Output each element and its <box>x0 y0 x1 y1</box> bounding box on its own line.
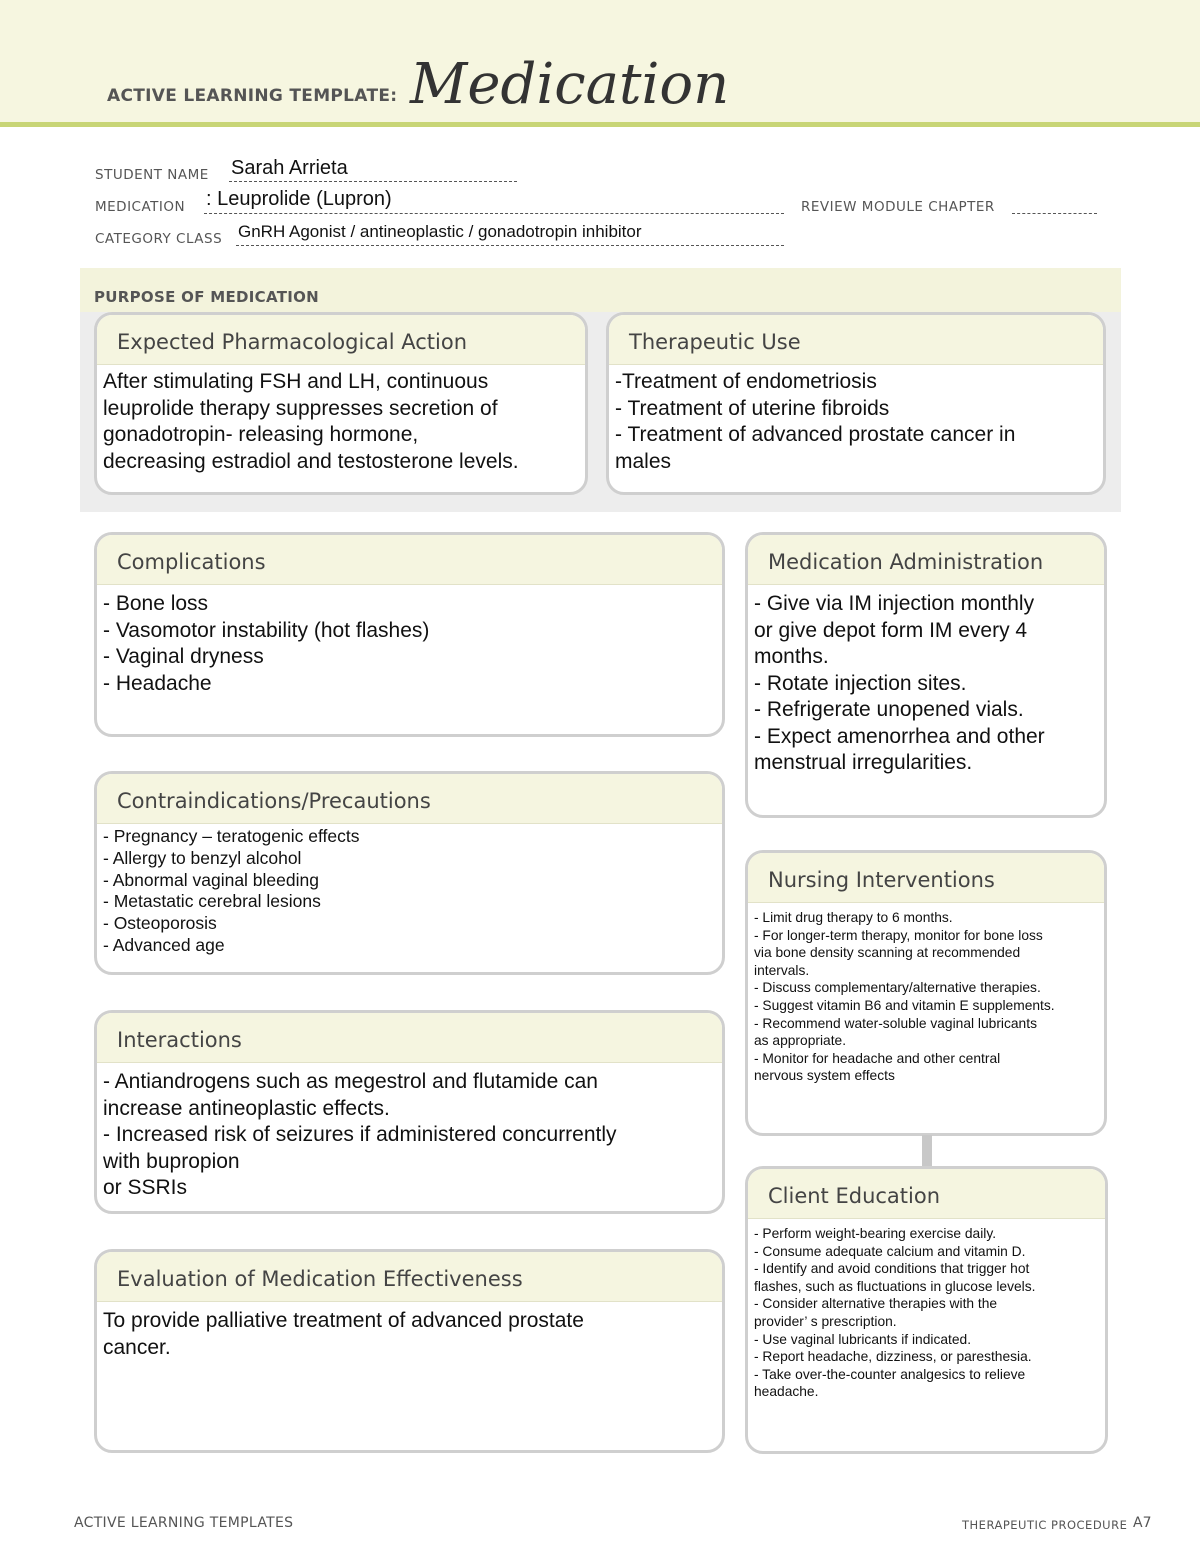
header-rule <box>0 122 1200 127</box>
review-module-label: REVIEW MODULE CHAPTER <box>801 199 995 215</box>
evaluation-text[interactable] <box>97 1302 722 1361</box>
interactions-text[interactable] <box>97 1063 722 1202</box>
nursing-interventions-text[interactable] <box>748 903 1104 1085</box>
review-module-line[interactable] <box>1012 213 1097 214</box>
interactions-title: Interactions <box>97 1013 722 1063</box>
medication-label: MEDICATION <box>95 199 186 215</box>
category-class-line <box>236 245 784 246</box>
text-line: - Abnormal vaginal bleeding <box>103 869 319 890</box>
page-title: Medication <box>410 52 730 117</box>
expected-action-text[interactable] <box>97 365 585 475</box>
text-line: - Treatment of uterine fibroids <box>615 396 890 420</box>
text-line: - Suggest vitamin B6 and vitamin E supplements. <box>754 997 1055 1013</box>
purpose-label: PURPOSE OF MEDICATION <box>94 288 320 306</box>
text-line: headache. <box>754 1384 819 1400</box>
text-line: - Increased risk of seizures if administered concurrently <box>103 1123 617 1146</box>
contraindications-text[interactable] <box>97 824 722 957</box>
therapeutic-use-box <box>606 312 1106 495</box>
text-line: - Bone loss <box>103 592 209 615</box>
administration-title: Medication Administration <box>748 535 1104 585</box>
text-line: menstrual irregularities. <box>754 751 973 774</box>
medication-line <box>204 213 784 214</box>
text-line: - Antiandrogens such as megestrol and flutamide can <box>103 1070 598 1093</box>
text-line: - Report headache, dizziness, or paresthesia. <box>754 1349 1032 1365</box>
text-line: - For longer-term therapy, monitor for bone loss <box>754 927 1043 943</box>
text-line: - Limit drug therapy to 6 months. <box>754 910 953 925</box>
text-line: flashes, such as fluctuations in glucose levels. <box>754 1278 1036 1294</box>
text-line: - Recommend water-soluble vaginal lubricants <box>754 1015 1037 1031</box>
text-line: To provide palliative treatment of advanced prostate <box>103 1309 584 1332</box>
text-line: - Treatment of advanced prostate cancer in <box>615 423 1016 446</box>
interactions-box <box>94 1010 725 1214</box>
text-line: provider’ s prescription. <box>754 1313 897 1329</box>
student-name-line <box>229 181 517 182</box>
text-line: - Vaginal dryness <box>103 645 264 668</box>
text-line: - Headache <box>103 671 212 695</box>
administration-box <box>745 532 1107 818</box>
text-line: - Vasomotor instability (hot flashes) <box>103 618 430 642</box>
medication-value[interactable]: : Leuprolide (Lupron) <box>206 188 392 210</box>
text-line: After stimulating FSH and LH, continuous <box>103 370 489 393</box>
student-name-label: STUDENT NAME <box>95 167 209 183</box>
text-line: increase antineoplastic effects. <box>103 1096 390 1120</box>
text-line: leuprolide therapy suppresses secretion of <box>103 396 498 420</box>
text-line: nervous system effects <box>754 1068 895 1084</box>
evaluation-box <box>94 1249 725 1453</box>
category-class-label: CATEGORY CLASS <box>95 231 223 247</box>
therapeutic-use-title: Therapeutic Use <box>609 315 1103 365</box>
text-line: - Metastatic cerebral lesions <box>103 891 321 912</box>
text-line: - Consume adequate calcium and vitamin D. <box>754 1243 1026 1259</box>
text-line: decreasing estradiol and testosterone levels. <box>103 449 519 473</box>
complications-text[interactable] <box>97 585 722 697</box>
complications-title: Complications <box>97 535 722 585</box>
page-number: A7 <box>1133 1515 1152 1531</box>
template-label: ACTIVE LEARNING TEMPLATE: <box>107 86 398 106</box>
text-line: or SSRIs <box>103 1176 188 1199</box>
student-name-value[interactable]: Sarah Arrieta <box>231 157 348 179</box>
footer-right: THERAPEUTIC PROCEDURE <box>962 1518 1128 1532</box>
text-line: or give depot form IM every 4 <box>754 618 1028 642</box>
therapeutic-use-text[interactable] <box>609 365 1103 475</box>
connector-bar <box>922 1135 932 1167</box>
expected-action-title: Expected Pharmacological Action <box>97 315 585 365</box>
contraindications-title: Contraindications/Precautions <box>97 774 722 824</box>
evaluation-title: Evaluation of Medication Effectiveness <box>97 1252 722 1302</box>
text-line: - Take over-the-counter analgesics to relieve <box>754 1366 1026 1382</box>
text-line: - Use vaginal lubricants if indicated. <box>754 1331 972 1347</box>
text-line: via bone density scanning at recommended <box>754 945 1021 961</box>
text-line: gonadotropin- releasing hormone, <box>103 423 419 446</box>
text-line: as appropriate. <box>754 1033 847 1049</box>
administration-text[interactable] <box>748 585 1104 777</box>
text-line: cancer. <box>103 1335 171 1359</box>
expected-action-box <box>94 312 588 495</box>
footer-left: ACTIVE LEARNING TEMPLATES <box>74 1515 294 1531</box>
text-line: - Monitor for headache and other central <box>754 1050 1001 1066</box>
text-line: - Allergy to benzyl alcohol <box>103 847 302 868</box>
client-education-box <box>745 1166 1108 1454</box>
text-line: - Refrigerate unopened vials. <box>754 698 1024 721</box>
text-line: males <box>615 449 672 473</box>
text-line: - Consider alternative therapies with the <box>754 1296 998 1312</box>
text-line: - Give via IM injection monthly <box>754 592 1035 615</box>
category-class-value[interactable]: GnRH Agonist / antineoplastic / gonadotropin inhibitor <box>238 222 642 241</box>
text-line: months. <box>754 645 829 668</box>
text-line: - Rotate injection sites. <box>754 671 967 695</box>
text-line: -Treatment of endometriosis <box>615 370 877 393</box>
text-line: - Advanced age <box>103 934 225 955</box>
text-line: intervals. <box>754 962 810 978</box>
text-line: - Pregnancy – teratogenic effects <box>103 826 360 846</box>
client-education-title: Client Education <box>748 1169 1105 1219</box>
client-education-text[interactable] <box>748 1219 1105 1401</box>
text-line: - Identify and avoid conditions that trigger hot <box>754 1261 1030 1277</box>
contraindications-box <box>94 771 725 975</box>
nursing-interventions-title: Nursing Interventions <box>748 853 1104 903</box>
text-line: - Expect amenorrhea and other <box>754 724 1045 748</box>
text-line: - Osteoporosis <box>103 913 217 934</box>
nursing-interventions-box <box>745 850 1107 1136</box>
text-line: - Perform weight-bearing exercise daily. <box>754 1226 997 1241</box>
text-line: - Discuss complementary/alternative therapies. <box>754 980 1041 996</box>
text-line: with bupropion <box>103 1149 240 1173</box>
complications-box <box>94 532 725 737</box>
